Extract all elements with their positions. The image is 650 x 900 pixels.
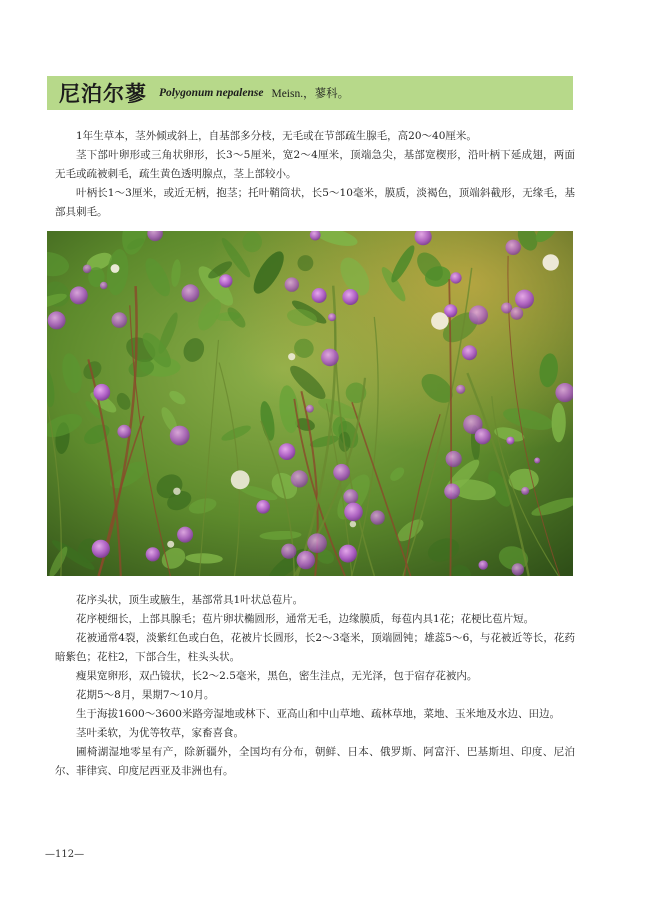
- purple-flower-head: [291, 470, 308, 487]
- white-flower-head: [543, 254, 559, 270]
- purple-flower-head: [444, 484, 460, 500]
- white-flower-head: [173, 488, 180, 495]
- description-paragraph: 花序头状，顶生或腋生，基部常具1叶状总苞片。: [76, 594, 304, 606]
- white-flower-head: [111, 264, 120, 273]
- purple-flower-head: [312, 288, 327, 303]
- description-paragraph: 茎下部叶卵形或三角状卵形，长3～5厘米，宽2～4厘米，顶端急尖，基部宽楔形，沿叶柄下延成翅，两面无毛或疏被刺毛，疏生黄色透明腺点，茎上部较小。: [55, 149, 575, 180]
- purple-flower-head: [512, 563, 524, 575]
- page-number: —112—: [45, 849, 85, 860]
- purple-flower-head: [456, 385, 465, 394]
- purple-flower-head: [339, 545, 357, 563]
- purple-flower-head: [462, 345, 477, 360]
- plant-photo: [47, 231, 573, 576]
- leaf-shape: [552, 403, 566, 442]
- white-flower-head: [288, 353, 295, 360]
- description-paragraph: 叶柄长1～3厘米，或近无柄，抱茎；托叶鞘筒状，长5～10毫米，膜质，淡褐色，顶端斜截形，无缘毛，基部具刺毛。: [55, 187, 575, 218]
- purple-flower-head: [534, 458, 540, 464]
- purple-flower-head: [333, 464, 350, 481]
- purple-flower-head: [92, 540, 110, 558]
- description-paragraph: 花期5～8月，果期7～10月。: [76, 689, 215, 701]
- purple-flower-head: [506, 437, 514, 445]
- purple-flower-head: [321, 349, 339, 367]
- plant-photo-illustration: [47, 231, 573, 576]
- purple-flower-head: [256, 500, 270, 514]
- purple-flower-head: [328, 313, 336, 321]
- purple-flower-head: [515, 290, 534, 309]
- species-latin-name: Polygonum nepalense: [159, 87, 264, 99]
- description-paragraph: 圃椅湖湿地零星有产，除新疆外，全国均有分布，朝鲜、日本、俄罗斯、阿富汗、巴基斯坦、印度、尼泊尔、菲律宾、印度尼西亚及非洲也有。: [55, 746, 575, 777]
- purple-flower-head: [521, 487, 529, 495]
- purple-flower-head: [117, 425, 131, 439]
- purple-flower-head: [297, 551, 315, 569]
- purple-flower-head: [306, 405, 314, 413]
- purple-flower-head: [48, 311, 66, 329]
- purple-flower-head: [469, 305, 488, 324]
- white-flower-head: [350, 521, 356, 527]
- purple-flower-head: [510, 307, 523, 320]
- purple-flower-head: [344, 503, 363, 522]
- purple-flower-head: [70, 286, 88, 304]
- description-bottom: [55, 591, 575, 781]
- species-title-bar: [47, 76, 573, 110]
- purple-flower-head: [285, 277, 299, 291]
- purple-flower-head: [146, 547, 160, 561]
- description-paragraph: 1年生草本，茎外倾或斜上，自基部多分枝，无毛或在节部疏生腺毛，高20～40厘米。: [76, 130, 477, 142]
- white-flower-head: [231, 470, 250, 489]
- species-author-family: Meisn.，蓼科。: [271, 88, 350, 100]
- purple-flower-head: [307, 533, 327, 553]
- purple-flower-head: [83, 265, 92, 274]
- purple-flower-head: [506, 240, 521, 255]
- white-flower-head: [431, 312, 448, 329]
- purple-flower-head: [281, 544, 296, 559]
- white-flower-head: [167, 541, 174, 548]
- purple-flower-head: [342, 289, 358, 305]
- purple-flower-head: [182, 284, 200, 302]
- purple-flower-head: [446, 451, 462, 467]
- purple-flower-head: [343, 489, 358, 504]
- purple-flower-head: [219, 274, 232, 287]
- species-chinese-name: 尼泊尔蓼: [59, 82, 147, 106]
- purple-flower-head: [170, 426, 190, 446]
- purple-flower-head: [93, 384, 110, 401]
- purple-flower-head: [100, 282, 108, 290]
- description-paragraph: 花被通常4裂，淡紫红色或白色，花被片长圆形，长2～3毫米，顶端圆钝；雄蕊5～6，与花被近等长，花药暗紫色；花柱2，下部合生，柱头头状。: [55, 632, 575, 663]
- purple-flower-head: [370, 510, 384, 524]
- purple-flower-head: [112, 312, 128, 328]
- purple-flower-head: [177, 527, 193, 543]
- purple-flower-head: [501, 303, 512, 314]
- description-paragraph: 瘦果宽卵形，双凸镜状，长2～2.5毫米，黑色，密生洼点，无光泽，包于宿存花被内。: [76, 670, 478, 682]
- purple-flower-head: [450, 272, 461, 283]
- purple-flower-head: [479, 560, 488, 569]
- description-paragraph: 茎叶柔软，为优等牧草，家畜喜食。: [76, 727, 244, 739]
- purple-flower-head: [475, 428, 491, 444]
- purple-flower-head: [279, 443, 296, 460]
- description-paragraph: 花序梗细长，上部具腺毛；苞片卵状椭圆形，通常无毛，边缘膜质，每苞内具1花；花梗比苞片短。: [76, 613, 535, 625]
- description-paragraph: 生于海拔1600～3600米路旁湿地或林下、亚高山和中山草地、疏林草地，菜地、玉米地及水边、田边。: [76, 708, 560, 720]
- description-top: [55, 127, 575, 222]
